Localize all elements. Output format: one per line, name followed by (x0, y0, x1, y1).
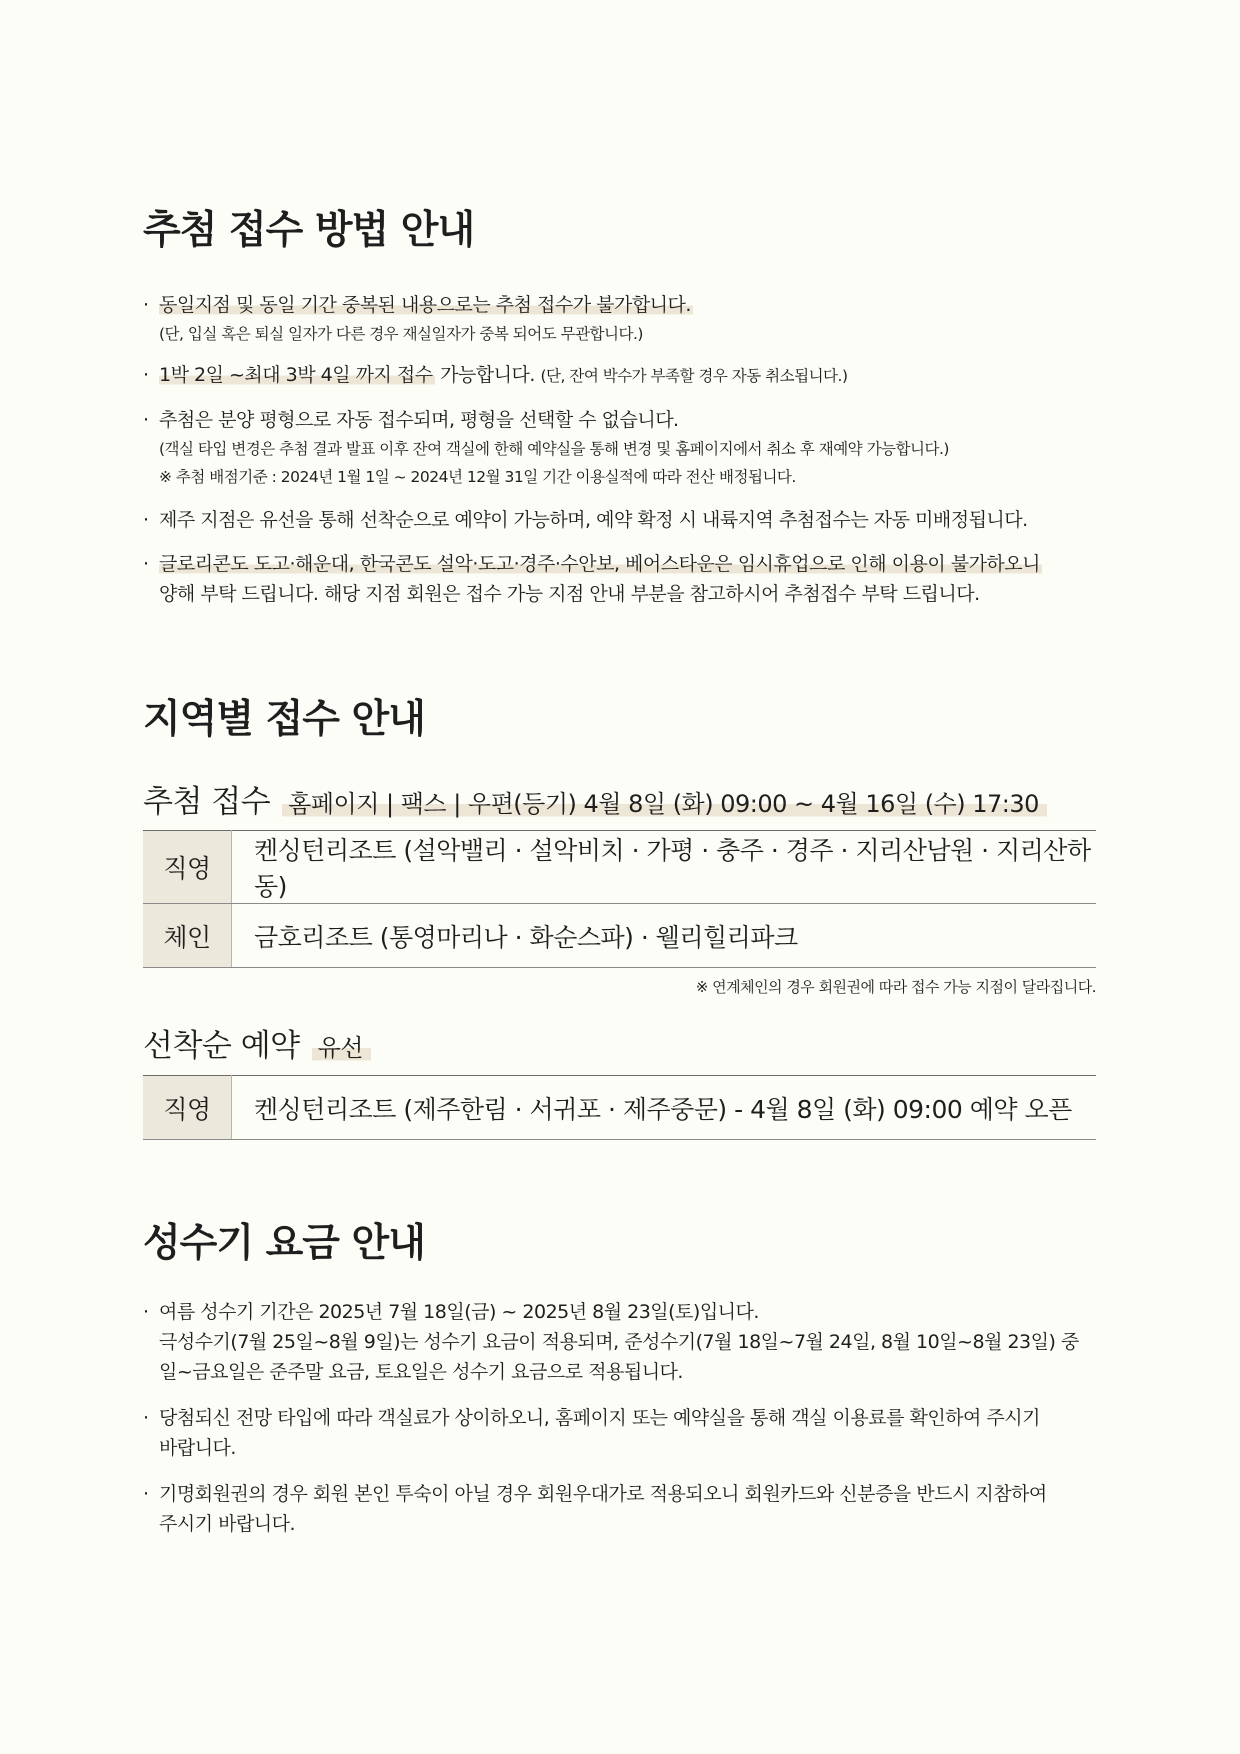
table-row (143, 904, 1096, 968)
section-title-lottery-method: 추첨 접수 방법 안내 (143, 208, 475, 253)
first-come-label: 선착순 예약 (143, 1028, 300, 1064)
list-item-text: 일~금요일은 준주말 요금, 토요일은 성수기 요금으로 적용됩니다. (159, 1361, 683, 1383)
list-item (143, 1297, 1103, 1387)
table-row-head: 체인 (143, 904, 232, 968)
list-item-text: 극성수기(7월 25일~8월 9일)는 성수기 요금이 적용되며, 준성수기(7월 18일~7월 24일, 8월 10일~8월 23일) 중 (159, 1331, 1079, 1353)
table-row (143, 1076, 1096, 1140)
list-item-text: 제주 지점은 유선을 통해 선착순으로 예약이 가능하며, 예약 확정 시 내륙지역 추첨접수는 자동 미배정됩니다. (159, 509, 1028, 531)
lottery-label: 추첨 접수 (143, 784, 271, 820)
section-title-regional: 지역별 접수 안내 (143, 697, 425, 742)
bullet-icon: · (143, 294, 149, 316)
bullet-icon: · (143, 364, 149, 386)
list-item (143, 405, 1103, 491)
bullet-icon: · (143, 409, 149, 431)
list-item (143, 290, 1103, 348)
table-row-head: 직영 (143, 831, 232, 904)
list-item (143, 505, 1103, 535)
list-item (143, 549, 1103, 609)
list-item-text: 주시기 바랍니다. (159, 1513, 296, 1535)
table-row-body: 금호리조트 (통영마리나 · 화순스파) · 웰리힐리파크 (232, 904, 1097, 968)
list-item-text: 양해 부탁 드립니다. 해당 지점 회원은 접수 가능 지점 안내 부분을 참고하시어 추첨접수 부탁 드립니다. (159, 583, 980, 605)
list-item-note: (단, 입실 혹은 퇴실 일자가 다른 경우 재실일자가 중복 되어도 무관합니다.) (159, 325, 643, 343)
list-item-text: 가능합니다. (434, 364, 535, 386)
lottery-subheading (143, 776, 1047, 821)
bullet-icon: · (143, 1407, 149, 1429)
list-item-text: 기명회원권의 경우 회원 본인 투숙이 아닐 경우 회원우대가로 적용되오니 회원카드와 신분증을 반드시 지참하여 (159, 1483, 1047, 1505)
list-item-note: (단, 잔여 박수가 부족할 경우 자동 취소됩니다.) (540, 367, 848, 385)
highlight-text: 1박 2일 ~최대 3박 4일 까지 접수 (159, 364, 433, 386)
bullet-icon: · (143, 1483, 149, 1505)
list-item (143, 1403, 1103, 1463)
table-row-body: 켄싱턴리조트 (설악밸리 · 설악비치 · 가평 · 충주 · 경주 · 지리산남원 · 지리산하동) (232, 831, 1097, 904)
list-item-note: ※ 추첨 배점기준 : 2024년 1월 1일 ~ 2024년 12월 31일 기간 이용실적에 따라 전산 배정됩니다. (159, 468, 796, 486)
bullet-icon: · (143, 509, 149, 531)
chain-note: ※ 연계체인의 경우 회원권에 따라 접수 가능 지점이 달라집니다. (695, 978, 1096, 996)
list-item (143, 360, 1103, 391)
list-item-text: 여름 성수기 기간은 2025년 7월 18일(금) ~ 2025년 8월 23일(토)입니다. (159, 1301, 759, 1323)
highlight-text: 동일지점 및 동일 기간 중복된 내용으로는 추첨 접수가 불가합니다. (159, 294, 691, 316)
section-title-peak-rate: 성수기 요금 안내 (143, 1221, 425, 1266)
table-row-head: 직영 (143, 1076, 232, 1140)
first-come-table (143, 1075, 1096, 1140)
list-item-text: 바랍니다. (159, 1437, 236, 1459)
bullet-icon: · (143, 1301, 149, 1323)
list-item-text: 당첨되신 전망 타입에 따라 객실료가 상이하오니, 홈페이지 또는 예약실을 통해 객실 이용료를 확인하여 주시기 (159, 1407, 1040, 1429)
list-item-text: 추첨은 분양 평형으로 자동 접수되며, 평형을 선택할 수 없습니다. (159, 409, 679, 431)
list-item-note: (객실 타입 변경은 추첨 결과 발표 이후 잔여 객실에 한해 예약실을 통해 변경 및 홈페이지에서 취소 후 재예약 가능합니다.) (159, 440, 949, 458)
lottery-period-tag: 홈페이지 | 팩스 | 우편(등기) 4월 8일 (화) 09:00 ~ 4월 16일 (수) 17:30 (282, 790, 1047, 818)
lottery-table (143, 830, 1096, 968)
table-row (143, 831, 1096, 904)
bullet-icon: · (143, 553, 149, 575)
first-come-subheading (143, 1020, 371, 1065)
table-row-body: 켄싱턴리조트 (제주한림 · 서귀포 · 제주중문) - 4월 8일 (화) 09:00 예약 오픈 (232, 1076, 1097, 1140)
lottery-method-list (143, 290, 1103, 609)
list-item (143, 1479, 1103, 1539)
first-come-tag: 유선 (312, 1034, 371, 1062)
highlight-text: 글로리콘도 도고·해운대, 한국콘도 설악·도고·경주·수안보, 베어스타운은 임시휴업으로 인해 이용이 불가하오니 (159, 553, 1040, 575)
peak-rate-list (143, 1297, 1103, 1539)
